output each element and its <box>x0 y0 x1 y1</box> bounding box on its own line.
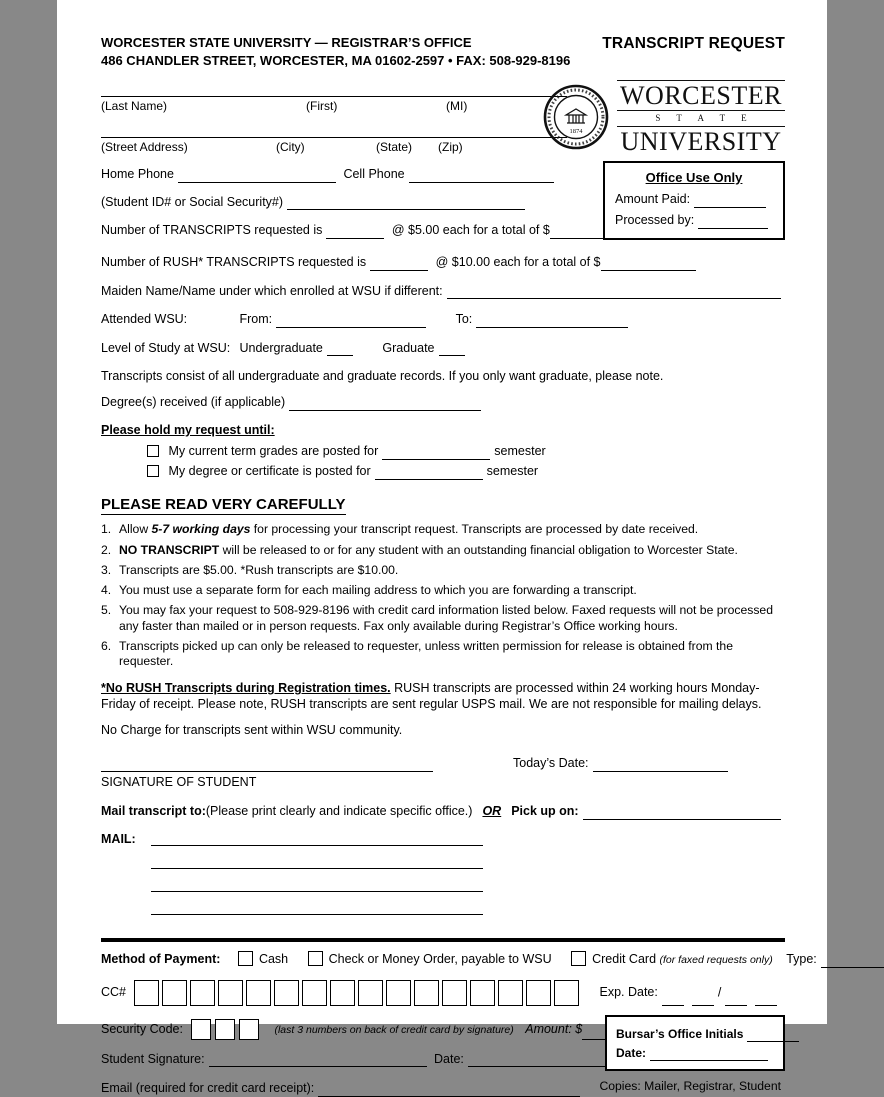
cc-number-row <box>101 980 785 1006</box>
security-code-note: (last 3 numbers on back of credit card by signature) <box>274 1023 514 1036</box>
cc-digit-box[interactable] <box>414 980 439 1006</box>
item-text: You must use a separate form for each mailing address to which you are forwarding a transcript. <box>119 583 637 598</box>
instruction-item <box>101 522 785 537</box>
text-segment: Allow <box>119 522 152 537</box>
email-label: Email (required for credit card receipt): <box>101 1081 315 1096</box>
cc-digit-box[interactable] <box>134 980 159 1006</box>
signature-date-input[interactable] <box>468 1054 608 1067</box>
check-label: Check or Money Order, payable to WSU <box>328 952 552 967</box>
exp-year-1-input[interactable] <box>725 993 747 1006</box>
mail-transcript-label: Mail transcript to: <box>101 804 206 819</box>
degrees-input[interactable] <box>289 398 481 411</box>
hold-grades-label: My current term grades are posted for <box>168 444 379 459</box>
item-number: 4. <box>101 583 112 598</box>
undergraduate-label: Undergraduate <box>239 340 323 355</box>
bursar-date-input[interactable] <box>650 1048 768 1061</box>
transcripts-label: Number of TRANSCRIPTS requested is <box>101 223 323 238</box>
read-carefully-heading <box>101 496 785 515</box>
bursar-initials-input[interactable] <box>747 1029 799 1042</box>
cc-digit-box[interactable] <box>442 980 467 1006</box>
read-carefully-heading-text: PLEASE READ VERY CAREFULLY <box>101 495 346 513</box>
cc-digit-box[interactable] <box>526 980 551 1006</box>
check-checkbox[interactable] <box>308 951 323 966</box>
exp-date-slash: / <box>717 985 722 1000</box>
no-charge-note: No Charge for transcripts sent within WSU community. <box>101 722 403 737</box>
mail-address-line-4[interactable] <box>151 901 483 915</box>
credit-card-label: Credit Card <box>592 952 660 967</box>
rush-label: Number of RUSH* TRANSCRIPTS requested is <box>101 254 367 269</box>
undergraduate-checkbox-line[interactable] <box>327 343 353 356</box>
org-name: WORCESTER STATE UNIVERSITY — REGISTRAR’S OFFICE <box>101 35 472 50</box>
graduate-label: Graduate <box>382 340 435 355</box>
level-row <box>101 341 785 357</box>
mi-label: (MI) <box>446 99 468 114</box>
student-signature-input[interactable] <box>209 1054 427 1067</box>
security-digit-box[interactable] <box>191 1019 211 1040</box>
security-digit-box[interactable] <box>239 1019 259 1040</box>
name-row <box>101 83 567 114</box>
security-digit-box[interactable] <box>215 1019 235 1040</box>
address-input-line[interactable] <box>101 124 567 138</box>
exp-month-1-input[interactable] <box>662 993 684 1006</box>
pickup-date-input[interactable] <box>583 807 781 820</box>
todays-date-label: Today’s Date: <box>513 756 589 771</box>
instruction-item <box>101 603 785 634</box>
university-wordmark <box>617 79 785 155</box>
instruction-item <box>101 543 785 558</box>
or-label: OR <box>482 804 502 819</box>
processed-by-label: Processed by: <box>615 212 695 227</box>
payment-method-label: Method of Payment: <box>101 952 221 967</box>
bursar-office-box <box>605 1015 785 1071</box>
zip-label: (Zip) <box>438 140 463 155</box>
amount-paid-input[interactable] <box>694 195 766 208</box>
item-text <box>119 522 785 537</box>
attended-label: Attended WSU: <box>101 312 188 327</box>
maiden-name-label: Maiden Name/Name under which enrolled at WSU if different: <box>101 283 443 298</box>
cc-digit-box[interactable] <box>470 980 495 1006</box>
text-segment: will be released to or for any student with an outstanding financial obligation to Worcester State. <box>219 542 738 557</box>
cc-digit-box[interactable] <box>246 980 271 1006</box>
hold-degree-label: My degree or certificate is posted for <box>168 463 371 478</box>
signature-caption: SIGNATURE OF STUDENT <box>101 774 257 789</box>
payment-section <box>101 951 817 1097</box>
processed-by-input[interactable] <box>698 216 768 229</box>
item-number: 6. <box>101 638 112 653</box>
wordmark-worcester: WORCESTER <box>620 81 782 111</box>
wordmark-university: UNIVERSITY <box>620 126 782 156</box>
item-number: 1. <box>101 522 112 537</box>
cc-label: CC# <box>101 985 127 1000</box>
cell-phone-input[interactable] <box>409 170 554 183</box>
attended-row <box>101 312 785 328</box>
hold-option-degree <box>147 464 785 480</box>
cc-digit-box[interactable] <box>302 980 327 1006</box>
last-name-label: (Last Name) <box>101 99 168 114</box>
pickup-label: Pick up on: <box>511 804 579 819</box>
rush-count-input[interactable] <box>370 258 428 271</box>
student-signature-line[interactable] <box>101 758 433 772</box>
rush-row <box>101 255 785 271</box>
address-row <box>101 124 567 155</box>
university-logo <box>543 79 785 155</box>
text-emphasis: NO TRANSCRIPT <box>119 542 220 557</box>
org-address: 486 CHANDLER STREET, WORCESTER, MA 01602-2597 • FAX: 508-929-8196 <box>101 52 571 68</box>
signature-row <box>101 756 785 772</box>
credit-card-note: (for faxed requests only) <box>659 954 773 967</box>
exp-date-label: Exp. Date: <box>599 985 658 1000</box>
credit-card-checkbox[interactable] <box>571 951 586 966</box>
hold-request-title-text: Please hold my request until: <box>101 422 275 437</box>
top-form-area <box>101 83 785 239</box>
item-text: Transcripts picked up can only be released to requester, unless written permission for release is obtained from the requester. <box>119 638 733 669</box>
instruction-item <box>101 639 785 670</box>
cc-digit-box[interactable] <box>358 980 383 1006</box>
cash-label: Cash <box>258 952 289 967</box>
card-type-input[interactable] <box>821 955 884 968</box>
hold-request-title <box>101 423 785 439</box>
cc-digit-box[interactable] <box>386 980 411 1006</box>
mail-address-block <box>101 832 785 924</box>
cc-digit-box[interactable] <box>162 980 187 1006</box>
student-id-input[interactable] <box>287 197 525 210</box>
cc-digit-box[interactable] <box>554 980 579 1006</box>
item-text: You may fax your request to 508-929-8196 with credit card information listed below. Faxed requests will not be processed any faster than mailed or in person requests. Fax only available during Registrar’s Office working hours. <box>119 603 773 633</box>
security-code-label: Security Code: <box>101 1021 183 1036</box>
records-note: Transcripts consist of all undergraduate and graduate records. If you only want graduate, please note. <box>101 369 664 384</box>
hold-degree-semester-input[interactable] <box>375 467 483 480</box>
rush-note-text: RUSH transcripts are processed within 24 working hours Monday-Friday of receipt. Please note, RUSH transcripts are sent regular USPS mail. We are not responsible for mailing delays. <box>101 681 762 711</box>
hold-grades-checkbox[interactable] <box>147 445 159 457</box>
city-label: (City) <box>276 140 305 155</box>
wordmark-rule <box>617 110 785 111</box>
mail-address-line-1[interactable] <box>151 832 483 846</box>
cc-digit-box[interactable] <box>218 980 243 1006</box>
rush-total-input[interactable] <box>601 258 696 271</box>
street-address-label: (Street Address) <box>101 140 188 155</box>
text-emphasis: 5-7 working days <box>151 522 251 537</box>
mail-address-line-3[interactable] <box>151 878 483 892</box>
hold-grades-semester-input[interactable] <box>382 447 490 460</box>
cc-digit-box[interactable] <box>498 980 523 1006</box>
bursar-date-label: Date: <box>616 1046 647 1061</box>
section-divider <box>101 938 785 942</box>
todays-date-input[interactable] <box>593 759 728 772</box>
transcripts-count-input[interactable] <box>326 226 384 239</box>
header-left <box>101 34 570 69</box>
state-label: (State) <box>376 140 413 155</box>
signature-date-label: Date: <box>434 1051 464 1066</box>
instruction-item <box>101 563 785 578</box>
form-title: TRANSCRIPT REQUEST <box>602 35 785 52</box>
item-text: Transcripts are $5.00. *Rush transcripts are $10.00. <box>119 562 399 577</box>
mail-transcript-row <box>101 804 785 820</box>
cc-digit-box[interactable] <box>330 980 355 1006</box>
rush-note-emphasis: *No RUSH Transcripts during Registration times. <box>101 681 391 696</box>
degrees-label: Degree(s) received (if applicable) <box>101 395 286 410</box>
attended-from-input[interactable] <box>276 315 426 328</box>
mail-transcript-note: (Please print clearly and indicate specific office.) <box>205 804 473 819</box>
cell-phone-label: Cell Phone <box>343 167 405 182</box>
cc-digit-box[interactable] <box>274 980 299 1006</box>
copies-note: Copies: Mailer, Registrar, Student <box>599 1079 781 1094</box>
amount-label: Amount: $ <box>525 1021 583 1036</box>
hold-degree-suffix: semester <box>486 463 539 478</box>
cc-digit-box[interactable] <box>190 980 215 1006</box>
rush-price-label: @ $10.00 each for a total of $ <box>435 254 601 269</box>
exp-month-2-input[interactable] <box>692 993 714 1006</box>
name-input-line[interactable] <box>101 83 567 97</box>
wordmark-state: S T A T E <box>655 113 754 124</box>
text-segment: for processing your transcript request. Transcripts are processed by date received. <box>250 522 699 537</box>
mail-address-line-2[interactable] <box>151 855 483 869</box>
payment-method-row <box>101 951 817 968</box>
transcript-request-form <box>57 0 827 1096</box>
todays-date-group <box>513 756 732 772</box>
student-signature-label: Student Signature: <box>101 1051 205 1066</box>
card-type-label: Type: <box>786 952 817 967</box>
home-phone-input[interactable] <box>178 170 336 183</box>
hold-option-grades <box>147 444 785 460</box>
maiden-name-input[interactable] <box>447 286 781 299</box>
exp-year-2-input[interactable] <box>755 993 777 1006</box>
mail-address-lines <box>151 832 483 924</box>
university-seal <box>543 84 609 150</box>
level-label: Level of Study at WSU: <box>101 340 231 355</box>
home-phone-label: Home Phone <box>101 167 174 182</box>
attended-to-label: To: <box>455 312 473 327</box>
item-text <box>119 543 785 558</box>
student-id-label: (Student ID# or Social Security#) <box>101 194 284 209</box>
email-input[interactable] <box>318 1084 580 1097</box>
instruction-item <box>101 583 785 598</box>
first-name-label: (First) <box>306 99 338 114</box>
seal-year: 1874 <box>569 128 583 136</box>
attended-to-input[interactable] <box>476 315 628 328</box>
cash-checkbox[interactable] <box>238 951 253 966</box>
item-number: 5. <box>101 603 112 618</box>
amount-paid-label: Amount Paid: <box>615 192 691 207</box>
hold-degree-checkbox[interactable] <box>147 465 159 477</box>
header <box>101 34 785 69</box>
hold-grades-suffix: semester <box>494 444 546 459</box>
item-number: 2. <box>101 542 112 557</box>
graduate-checkbox-line[interactable] <box>439 343 465 356</box>
item-number: 3. <box>101 562 112 577</box>
rush-note <box>101 681 785 712</box>
attended-from-label: From: <box>239 312 273 327</box>
degrees-row <box>101 395 785 411</box>
mail-label: MAIL: <box>101 832 136 847</box>
bursar-initials-label: Bursar’s Office Initials <box>616 1027 744 1042</box>
maiden-name-row <box>101 284 785 300</box>
office-use-title: Office Use Only <box>645 170 743 186</box>
student-signature-row <box>101 1052 606 1068</box>
transcripts-price-label: @ $5.00 each for a total of $ <box>391 223 550 238</box>
office-use-only-box <box>603 161 785 240</box>
